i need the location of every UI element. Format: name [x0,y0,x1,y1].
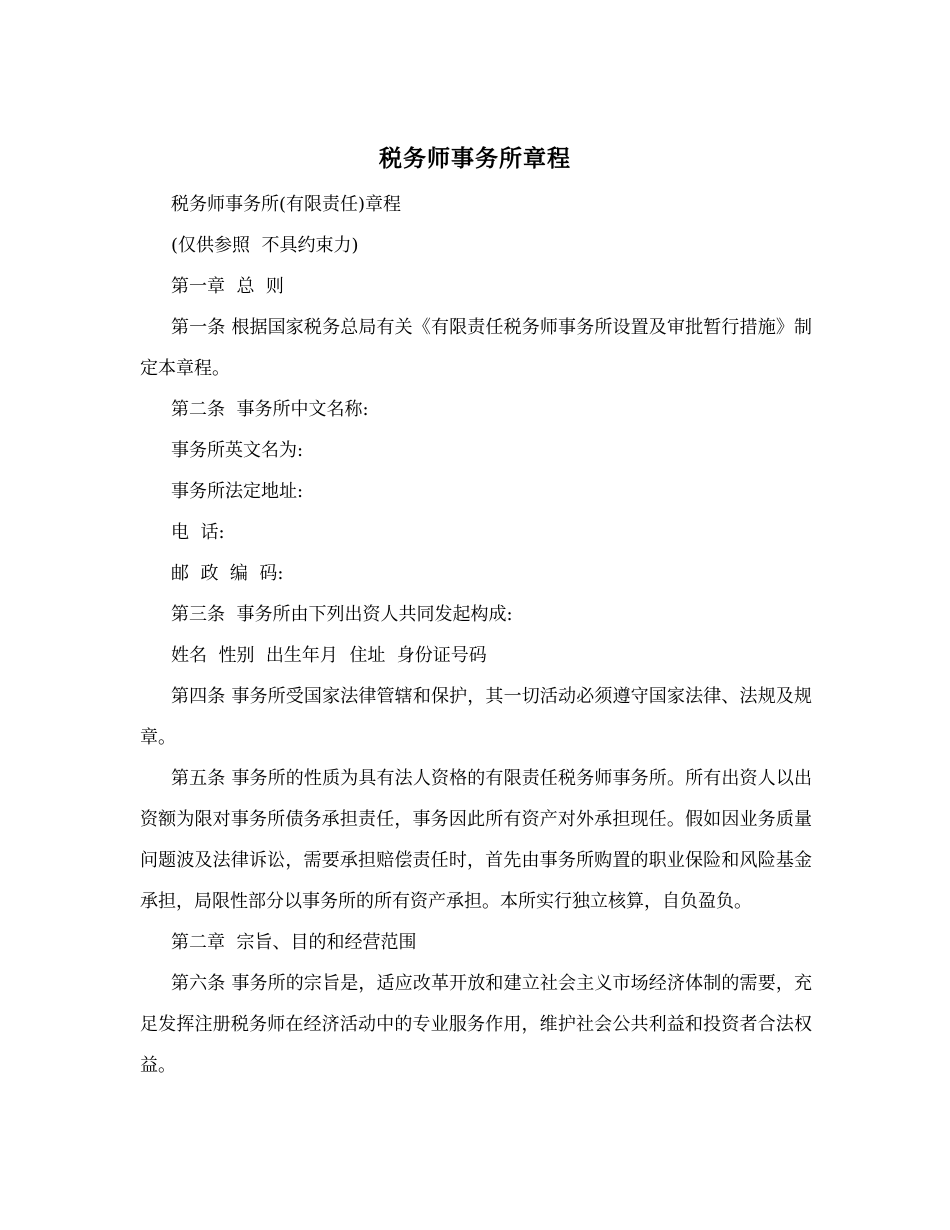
article-paragraph: 第二条 事务所中文名称: [171,399,369,420]
article-paragraph: 第五条 事务所的性质为具有法人资格的有限责任税务师事务所。所有出资人以出资额为限对事务所债务承担责任，事务因此所有资产对外承担现任。假如因业务质量问题波及法律诉讼，需要承担赔偿责任时，首先由事务所购置的职业保险和风险基金承担，局限性部分以事务所的所有资产承担。本所实行独立核算，自负盈负。 [140,768,812,912]
disclaimer-paragraph: (仅供参照 不具约束力) [171,235,359,256]
form-field-label: 邮 政 编 码: [171,563,284,584]
article-paragraph: 第三条 事务所由下列出资人共同发起构成: [171,604,513,625]
form-field-label: 事务所英文名为: [171,440,304,461]
chapter-heading: 第二章 宗旨、目的和经营范围 [171,932,417,953]
article-paragraph: 第六条 事务所的宗旨是，适应改革开放和建立社会主义市场经济体制的需要，充足发挥注册税务师在经济活动中的专业服务作用，维护社会公共利益和投资者合法权益。 [140,973,812,1076]
chapter-heading: 第一章 总 则 [171,276,284,297]
article-paragraph: 第一条 根据国家税务总局有关《有限责任税务师事务所设置及审批暂行措施》制定本章程。 [140,317,812,379]
document-body [140,184,812,1086]
subtitle-paragraph: 税务师事务所(有限责任)章程 [171,194,402,215]
form-field-label: 事务所法定地址: [171,481,304,502]
article-paragraph: 第四条 事务所受国家法律管辖和保护，其一切活动必须遵守国家法律、法规及规章。 [140,686,812,748]
form-field-label: 电 话: [171,522,225,543]
investor-table-header: 姓名 性别 出生年月 住址 身份证号码 [171,645,487,666]
document-title: 税务师事务所章程 [379,145,571,172]
